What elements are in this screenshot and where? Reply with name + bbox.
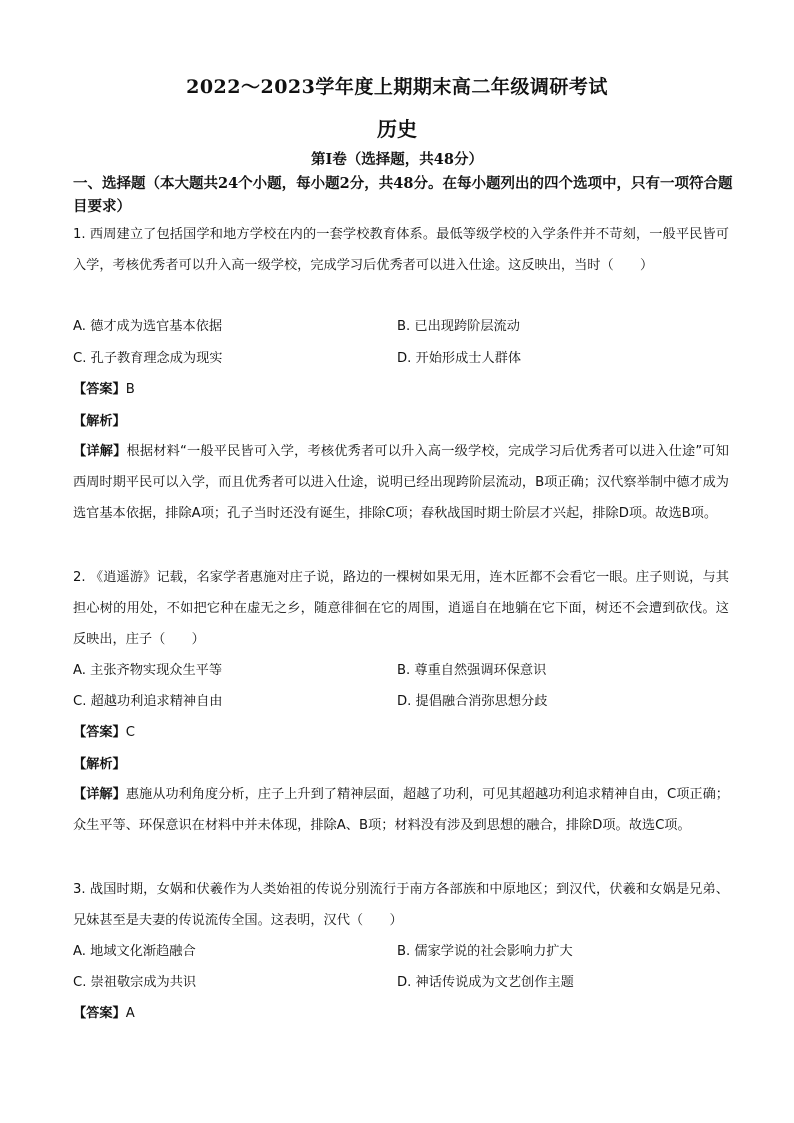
question-2-option-d: D. 提倡融合消弥思想分歧 <box>397 694 548 709</box>
detail-label: 【详解】 <box>73 444 127 459</box>
question-1-option-d: D. 开始形成士人群体 <box>397 351 522 366</box>
question-1-option-c: C. 孔子教育理念成为现实 <box>73 351 223 366</box>
answer-value: A <box>125 1006 135 1021</box>
question-2-stem: 2. 《逍遥游》记载，名家学者惠施对庄子说，路边的一棵树如果无用，连木匠都不会看它一眼。庄子则说，与其担心树的用处，不如把它种在虚无之乡，随意徘徊在它的周围，逍遥自在地躺在它下面，树还不会遭到砍伐。这反映出，庄子（ ） <box>73 570 729 647</box>
answer-label: 【答案】 <box>73 725 126 740</box>
volume-title: 第Ⅰ卷（选择题，共48分） <box>311 151 483 168</box>
answer-label: 【答案】 <box>73 1006 126 1021</box>
detail-label: 【详解】 <box>73 787 126 802</box>
question-3-option-b: B. 儒家学说的社会影响力扩大 <box>397 944 573 959</box>
question-3-stem: 3. 战国时期，女娲和伏羲作为人类始祖的传说分别流行于南方各部族和中原地区；到汉代，伏羲和女娲是兄弟、兄妹甚至是夫妻的传说流传全国。这表明，汉代（ ） <box>73 882 729 928</box>
subject-title: 历史 <box>377 117 417 141</box>
question-2-option-a: A. 主张齐物实现众生平等 <box>73 663 223 678</box>
question-1-stem: 1. 西周建立了包括国学和地方学校在内的一套学校教育体系。最低等级学校的入学条件并不苛刻，一般平民皆可入学，考核优秀者可以升入高一级学校，完成学习后优秀者可以进入仕途。这反映出，当时（ ） <box>73 227 729 273</box>
question-1-option-b: B. 已出现跨阶层流动 <box>397 319 520 334</box>
question-2-detail <box>73 779 729 841</box>
detail-text: 惠施从功利角度分析，庄子上升到了精神层面，超越了功利，可见其超越功利追求精神自由，C项正确；众生平等、环保意识在材料中并未体现，排除A、B项；材料没有涉及到思想的融合，排除D项。故选C项。 <box>73 787 729 833</box>
analysis-label: 【解析】 <box>73 414 126 429</box>
question-1-detail <box>73 436 729 529</box>
question-2-option-c: C. 超越功利追求精神自由 <box>73 694 223 709</box>
detail-text: 根据材料“一般平民皆可入学，考核优秀者可以升入高一级学校，完成学习后优秀者可以进入仕途”可知西周时期平民可以入学，而且优秀者可以进入仕途，说明已经出现跨阶层流动，B项正确；汉代察举制中德才成为选官基本依据，排除A项；孔子当时还没有诞生，排除C项；春秋战国时期士阶层才兴起，排除D项。故选B项。 <box>73 444 729 521</box>
question-2-answer <box>73 723 135 743</box>
exam-title: 2022～2023学年度上期期末高二年级调研考试 <box>186 76 608 98</box>
answer-value: B <box>125 382 135 397</box>
question-3-option-d: D. 神话传说成为文艺创作主题 <box>397 975 574 990</box>
question-1-option-a: A. 德才成为选官基本依据 <box>73 319 223 334</box>
answer-label: 【答案】 <box>73 382 126 397</box>
section-heading: 一、选择题（本大题共24个小题，每小题2分，共48分。在每小题列出的四个选项中，只有一项符合题目要求） <box>73 175 733 215</box>
question-3-option-a: A. 地域文化渐趋融合 <box>73 944 196 959</box>
question-3-option-c: C. 崇祖敬宗成为共识 <box>73 975 197 990</box>
answer-value: C <box>125 725 135 740</box>
question-3-answer <box>73 1004 135 1024</box>
question-1-answer <box>73 380 135 400</box>
question-2-option-b: B. 尊重自然强调环保意识 <box>397 663 547 678</box>
question-1-analysis <box>73 412 126 432</box>
analysis-label: 【解析】 <box>73 757 126 772</box>
question-2-analysis <box>73 755 126 775</box>
